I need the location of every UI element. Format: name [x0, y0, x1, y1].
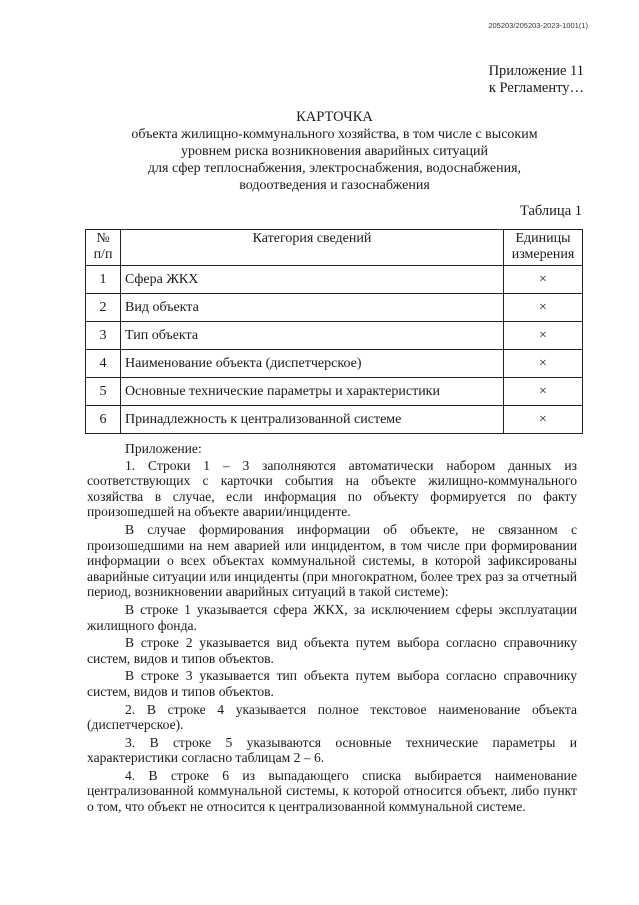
- title-line-2: уровнем риска возникновения аварийных ситуаций: [180, 144, 489, 159]
- header-number-line-2: п/п: [93, 247, 113, 262]
- table-row: [86, 350, 583, 378]
- notes-section: [87, 441, 577, 815]
- row-category: Основные технические параметры и характеристики: [121, 378, 504, 406]
- title-line-3: для сфер теплоснабжения, электроснабжения, водоснабжения,: [147, 161, 522, 176]
- header-category: Категория сведений: [121, 230, 504, 266]
- note-paragraph: 1. Строки 1 – 3 заполняются автоматически набором данных из соответствующих с карточки события на объекте жилищно-коммунального хозяйства в случае, если информация по объекту формируется по факту произошедшей на объекте аварии/инциденте.: [87, 457, 577, 520]
- row-unit: ×: [504, 266, 583, 294]
- header-unit-line-1: Единицы: [515, 231, 571, 246]
- header-unit-line-2: измерения: [511, 247, 575, 262]
- table-row: [86, 378, 583, 406]
- table-label: Таблица 1: [519, 203, 582, 219]
- note-paragraph: В строке 2 указывается вид объекта путем выбора согласно справочнику систем, видов и типов объектов.: [87, 635, 577, 666]
- header-number-line-1: №: [96, 231, 110, 246]
- row-number: 2: [86, 294, 121, 322]
- row-number: 3: [86, 322, 121, 350]
- appendix-reference: [489, 63, 584, 97]
- row-unit: ×: [504, 322, 583, 350]
- row-category: Тип объекта: [121, 322, 504, 350]
- notes-heading: Приложение:: [125, 441, 202, 456]
- row-unit: ×: [504, 294, 583, 322]
- row-category: Сфера ЖКХ: [121, 266, 504, 294]
- table-row: [86, 294, 583, 322]
- note-paragraph: 3. В строке 5 указываются основные технические параметры и характеристики согласно таблицам 2 – 6.: [87, 734, 577, 766]
- row-number: 6: [86, 406, 121, 434]
- row-category: Вид объекта: [121, 294, 504, 322]
- row-unit: ×: [504, 378, 583, 406]
- note-paragraph: 4. В строке 6 из выпадающего списка выбирается наименование централизованной коммунальной системы, к которой относится объект, либо пункт о том, что объект не относится к централизованной коммунальной системе.: [87, 767, 577, 815]
- appendix-line-2: к Регламенту…: [488, 80, 584, 96]
- table-row: [86, 406, 583, 434]
- document-id: 205203/205203-2023-1001(1): [488, 21, 588, 30]
- row-number: 5: [86, 378, 121, 406]
- title-line-1: объекта жилищно-коммунального хозяйства, в том числе с высоким: [131, 127, 538, 142]
- header-unit: [504, 230, 583, 266]
- table-header-row: [86, 230, 583, 266]
- row-number: 4: [86, 350, 121, 378]
- document-title: [86, 109, 583, 194]
- row-category: Принадлежность к централизованной системе: [121, 406, 504, 434]
- note-paragraph: В строке 3 указывается тип объекта путем выбора согласно справочнику систем, видов и типов объектов.: [87, 668, 577, 699]
- appendix-line-1: Приложение 11: [488, 63, 584, 79]
- row-category: Наименование объекта (диспетчерское): [121, 350, 504, 378]
- title-line-4: водоотведения и газоснабжения: [239, 178, 430, 193]
- title-main: КАРТОЧКА: [296, 109, 373, 125]
- row-number: 1: [86, 266, 121, 294]
- table-row: [86, 266, 583, 294]
- row-unit: ×: [504, 406, 583, 434]
- note-paragraph: В случае формирования информации об объекте, не связанном с произошедшими на нем аварией или инцидентом, в том числе при формировании информации о всех объектах коммунальной системы, в которой зафиксированы аварийные ситуации или инциденты (при многократном, более трех раз за отчетный период, возникновении аварийных ситуаций в такой системе):: [87, 521, 577, 600]
- header-number: [86, 230, 121, 266]
- table-row: [86, 322, 583, 350]
- note-paragraph: 2. В строке 4 указывается полное текстовое наименование объекта (диспетчерское).: [87, 701, 577, 733]
- note-paragraph: В строке 1 указывается сфера ЖКХ, за исключением сферы эксплуатации жилищного фонда.: [87, 601, 577, 633]
- info-table: [85, 229, 583, 434]
- row-unit: ×: [504, 350, 583, 378]
